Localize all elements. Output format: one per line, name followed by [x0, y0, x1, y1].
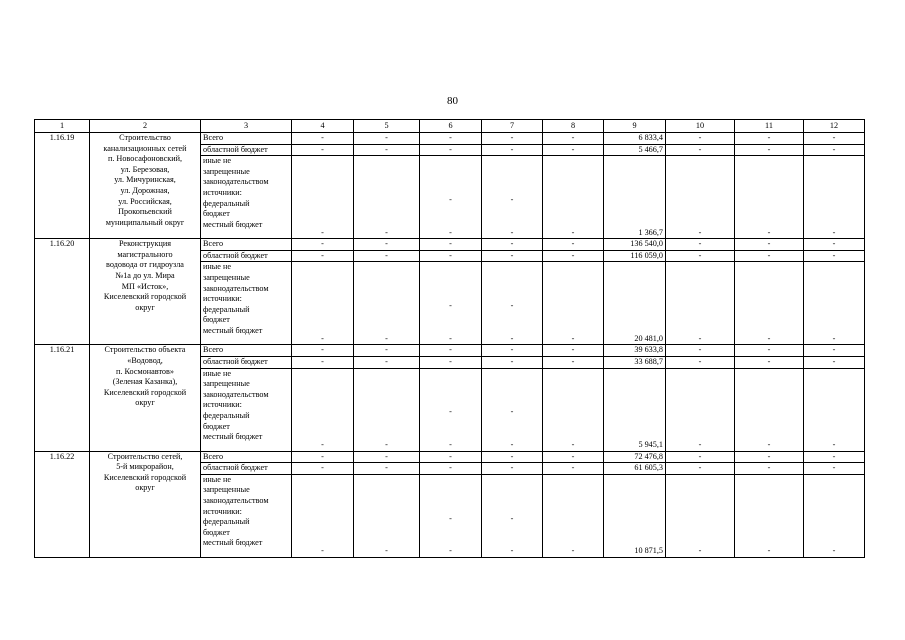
mestny-dash: -: [449, 439, 452, 449]
dash-cell: [420, 368, 482, 451]
mestny-dash: -: [449, 546, 452, 556]
dash-cell: -: [482, 451, 543, 463]
dash-cell: -: [292, 356, 354, 368]
row-label-other-sources: [201, 368, 292, 451]
row-label-line: федеральный: [203, 304, 250, 314]
dash-cell: -: [666, 133, 735, 145]
column-header: 4: [292, 120, 354, 133]
dash-cell: -: [354, 250, 420, 262]
dash-cell: -: [482, 463, 543, 475]
item-name-line: Строительство: [119, 133, 171, 142]
dash-cell: -: [666, 474, 735, 557]
item-name-line: ул. Российская,: [118, 196, 172, 206]
dash-cell: -: [804, 156, 865, 239]
dash-cell: -: [543, 144, 604, 156]
dash-cell: -: [292, 250, 354, 262]
dash-cell: -: [543, 239, 604, 251]
dash-cell: -: [804, 368, 865, 451]
dash-cell: [420, 262, 482, 345]
dash-cell: -: [354, 463, 420, 475]
row-label-other-sources: [201, 474, 292, 557]
mestny-value: 1 366,7: [604, 156, 666, 239]
item-name-line: канализационных сетей: [103, 143, 187, 153]
item-name-line: Реконструкция: [118, 239, 171, 249]
row-label-line: иные не: [203, 156, 231, 166]
mestny-dash: -: [385, 333, 388, 343]
total-value: 72 476,8: [604, 451, 666, 463]
dash-cell: -: [735, 451, 804, 463]
row-label-other-sources: [201, 262, 292, 345]
dash-cell: -: [735, 133, 804, 145]
dash-cell: -: [666, 239, 735, 251]
column-header: 2: [90, 120, 201, 133]
mestny-dash: -: [385, 546, 388, 556]
mestny-dash: -: [321, 333, 324, 343]
dash-cell: [420, 156, 482, 239]
dash-cell: -: [735, 474, 804, 557]
dash-cell: -: [804, 345, 865, 357]
column-header: 3: [201, 120, 292, 133]
row-label-oblast: областной бюджет: [201, 463, 292, 475]
item-name-line: №1а до ул. Мира: [115, 270, 175, 280]
dash-cell: [354, 368, 420, 451]
dash-cell: -: [666, 345, 735, 357]
dash-cell: -: [735, 356, 804, 368]
row-label-line: бюджет: [203, 421, 230, 431]
mestny-dash: -: [449, 333, 452, 343]
dash-cell: -: [666, 262, 735, 345]
dash-cell: [543, 156, 604, 239]
dash-cell: -: [482, 356, 543, 368]
total-value: 6 833,4: [604, 133, 666, 145]
dash-cell: -: [292, 345, 354, 357]
row-label-line: запрещенные: [203, 272, 250, 282]
column-header: 12: [804, 120, 865, 133]
dash-cell: -: [735, 368, 804, 451]
row-label-other-sources: [201, 156, 292, 239]
item-name-line: Строительство объекта: [104, 345, 186, 355]
federal-dash: -: [510, 407, 514, 417]
dash-cell: -: [292, 144, 354, 156]
dash-cell: -: [354, 356, 420, 368]
dash-cell: -: [666, 463, 735, 475]
dash-cell: -: [804, 474, 865, 557]
dash-cell: -: [292, 451, 354, 463]
dash-cell: [354, 262, 420, 345]
row-label-line: законодательством: [203, 389, 269, 399]
item-name-line: округ: [135, 398, 155, 408]
item-name-line: «Водовод,: [127, 355, 163, 365]
item-name-line: Киселевский городской: [103, 387, 187, 397]
dash-cell: [292, 262, 354, 345]
item-name-line: 5-й микрорайон,: [116, 462, 174, 472]
dash-cell: -: [292, 239, 354, 251]
page-number: 80: [447, 95, 458, 107]
mestny-dash: -: [510, 439, 514, 449]
column-header: 7: [482, 120, 543, 133]
dash-cell: -: [735, 463, 804, 475]
item-name-line: магистрального: [117, 249, 173, 259]
item-name-line: ул. Дорожная,: [120, 185, 170, 195]
row-label-line: бюджет: [203, 209, 230, 219]
federal-dash: -: [449, 407, 452, 417]
item-name-line: Киселевский городской: [103, 292, 187, 302]
dash-cell: -: [420, 345, 482, 357]
table-row: [35, 133, 865, 145]
item-name-line: Строительство сетей,: [107, 451, 183, 461]
mestny-dash: -: [321, 439, 324, 449]
dash-cell: [543, 368, 604, 451]
dash-cell: -: [354, 144, 420, 156]
federal-dash: -: [510, 195, 514, 204]
column-header: 11: [735, 120, 804, 133]
row-label-oblast: областной бюджет: [201, 250, 292, 262]
item-name-line: Киселевский городской: [103, 472, 187, 482]
row-label-line: запрещенные: [203, 166, 250, 176]
row-label-line: запрещенные: [203, 379, 250, 389]
item-name-line: округ: [135, 483, 155, 493]
dash-cell: -: [804, 250, 865, 262]
total-value: 136 540,0: [604, 239, 666, 251]
dash-cell: -: [420, 250, 482, 262]
dash-cell: -: [735, 239, 804, 251]
row-label-total: Всего: [201, 345, 292, 357]
item-name-line: округ: [135, 302, 155, 312]
row-label-line: иные не: [203, 474, 231, 484]
mestny-dash: -: [510, 333, 514, 343]
row-label-line: местный бюджет: [203, 325, 263, 335]
item-code: 1.16.22: [35, 451, 90, 557]
dash-cell: -: [543, 133, 604, 145]
dash-cell: -: [804, 451, 865, 463]
dash-cell: -: [420, 451, 482, 463]
item-name: [90, 133, 201, 239]
mestny-dash: -: [571, 227, 575, 237]
dash-cell: -: [354, 133, 420, 145]
dash-cell: [482, 156, 543, 239]
item-name-line: (Зеленая Казанка),: [112, 377, 178, 387]
dash-cell: [482, 262, 543, 345]
mestny-dash: -: [571, 333, 575, 343]
dash-cell: -: [354, 451, 420, 463]
row-label-line: законодательством: [203, 177, 269, 187]
item-name-line: ул. Мичуринская,: [114, 175, 176, 185]
column-header: 1: [35, 120, 90, 133]
federal-dash: -: [449, 301, 452, 311]
table-row: [35, 239, 865, 251]
mestny-value: 10 871,5: [604, 474, 666, 557]
table-row: [35, 345, 865, 357]
mestny-dash: -: [385, 439, 388, 449]
row-label-line: запрещенные: [203, 485, 250, 495]
federal-dash: -: [510, 513, 514, 523]
dash-cell: -: [482, 250, 543, 262]
row-label-line: местный бюджет: [203, 432, 263, 442]
dash-cell: -: [543, 356, 604, 368]
column-header: 5: [354, 120, 420, 133]
oblast-value: 5 466,7: [604, 144, 666, 156]
mestny-dash: -: [321, 227, 324, 237]
item-code: 1.16.20: [35, 239, 90, 345]
mestny-dash: -: [571, 439, 575, 449]
federal-dash: -: [449, 513, 452, 523]
dash-cell: -: [804, 133, 865, 145]
oblast-value: 61 605,3: [604, 463, 666, 475]
dash-cell: -: [735, 262, 804, 345]
dash-cell: -: [735, 250, 804, 262]
dash-cell: -: [482, 144, 543, 156]
item-name: [90, 451, 201, 557]
dash-cell: -: [666, 250, 735, 262]
dash-cell: [543, 262, 604, 345]
dash-cell: -: [804, 463, 865, 475]
mestny-dash: -: [510, 546, 514, 556]
row-label-oblast: областной бюджет: [201, 356, 292, 368]
dash-cell: [482, 474, 543, 557]
row-label-oblast: областной бюджет: [201, 144, 292, 156]
dash-cell: [292, 474, 354, 557]
row-label-line: иные не: [203, 262, 231, 272]
row-label-line: федеральный: [203, 410, 250, 420]
dash-cell: -: [354, 239, 420, 251]
dash-cell: -: [666, 144, 735, 156]
item-name-line: водовода от гидроузла: [106, 260, 184, 270]
column-header: 8: [543, 120, 604, 133]
dash-cell: -: [804, 239, 865, 251]
row-label-line: законодательством: [203, 495, 269, 505]
dash-cell: [543, 474, 604, 557]
row-label-line: источники:: [203, 400, 242, 410]
item-code: 1.16.21: [35, 345, 90, 451]
dash-cell: -: [666, 368, 735, 451]
dash-cell: -: [420, 144, 482, 156]
row-label-line: источники:: [203, 187, 242, 197]
dash-cell: [354, 474, 420, 557]
item-name-line: МП «Исток»,: [121, 281, 169, 291]
row-label-line: местный бюджет: [203, 538, 263, 548]
dash-cell: -: [292, 463, 354, 475]
item-name: [90, 239, 201, 345]
row-label-line: иные не: [203, 368, 231, 378]
dash-cell: [482, 368, 543, 451]
row-label-line: источники:: [203, 506, 242, 516]
oblast-value: 33 688,7: [604, 356, 666, 368]
row-label-total: Всего: [201, 133, 292, 145]
column-header: 9: [604, 120, 666, 133]
dash-cell: -: [735, 345, 804, 357]
mestny-dash: -: [321, 546, 324, 556]
dash-cell: -: [482, 133, 543, 145]
federal-dash: -: [449, 195, 452, 204]
column-header: 10: [666, 120, 735, 133]
dash-cell: -: [804, 356, 865, 368]
item-name-line: п. Новосафоновский,: [107, 154, 183, 164]
dash-cell: -: [482, 239, 543, 251]
column-header: 6: [420, 120, 482, 133]
row-label-line: федеральный: [203, 198, 250, 208]
dash-cell: -: [482, 345, 543, 357]
dash-cell: -: [543, 451, 604, 463]
dash-cell: -: [666, 356, 735, 368]
row-label-line: федеральный: [203, 517, 250, 527]
federal-dash: -: [510, 301, 514, 311]
total-value: 39 633,8: [604, 345, 666, 357]
dash-cell: -: [420, 356, 482, 368]
mestny-dash: -: [449, 227, 452, 237]
row-label-total: Всего: [201, 451, 292, 463]
dash-cell: -: [292, 133, 354, 145]
item-name: [90, 345, 201, 451]
row-label-total: Всего: [201, 239, 292, 251]
item-name-line: ул. Березовая,: [120, 164, 170, 174]
dash-cell: [354, 156, 420, 239]
dash-cell: -: [666, 451, 735, 463]
row-label-line: бюджет: [203, 315, 230, 325]
dash-cell: -: [804, 144, 865, 156]
budget-table: [34, 119, 865, 558]
mestny-dash: -: [571, 546, 575, 556]
mestny-dash: -: [385, 227, 388, 237]
mestny-dash: -: [510, 227, 514, 237]
row-label-line: законодательством: [203, 283, 269, 293]
dash-cell: -: [735, 144, 804, 156]
dash-cell: -: [420, 463, 482, 475]
dash-cell: -: [735, 156, 804, 239]
dash-cell: [292, 368, 354, 451]
mestny-value: 20 481,0: [604, 262, 666, 345]
item-name-line: муниципальный округ: [105, 217, 185, 227]
header-row: [35, 120, 865, 133]
dash-cell: -: [420, 133, 482, 145]
dash-cell: -: [543, 345, 604, 357]
item-name-line: п. Космонавтов»: [116, 366, 174, 376]
oblast-value: 116 059,0: [604, 250, 666, 262]
dash-cell: -: [804, 262, 865, 345]
item-name-line: Прокопьевский: [118, 207, 172, 217]
row-label-line: бюджет: [203, 527, 230, 537]
dash-cell: [420, 474, 482, 557]
row-label-line: местный бюджет: [203, 219, 263, 229]
dash-cell: -: [543, 463, 604, 475]
row-label-line: источники:: [203, 294, 242, 304]
table-row: [35, 451, 865, 463]
dash-cell: [292, 156, 354, 239]
dash-cell: -: [666, 156, 735, 239]
dash-cell: -: [354, 345, 420, 357]
dash-cell: -: [543, 250, 604, 262]
mestny-value: 5 945,1: [604, 368, 666, 451]
item-code: 1.16.19: [35, 133, 90, 239]
dash-cell: -: [420, 239, 482, 251]
